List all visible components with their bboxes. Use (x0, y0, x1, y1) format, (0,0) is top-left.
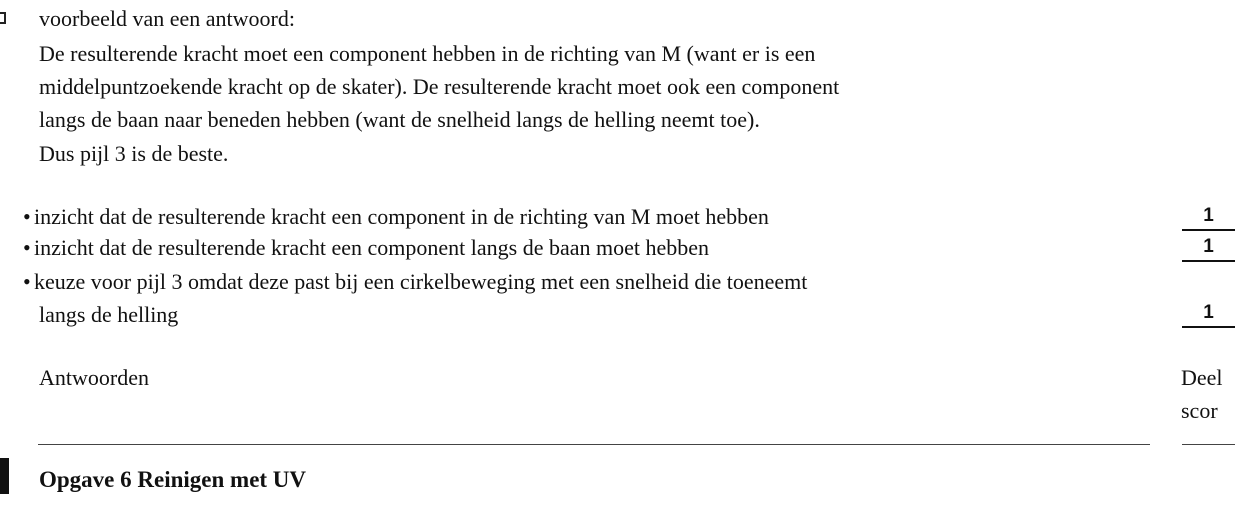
criterion-1-text: inzicht dat de resulterende kracht een component in de richting van M moet hebben (34, 204, 769, 229)
answers-column-label: Antwoorden (39, 365, 149, 390)
answer-line-3: langs de baan naar beneden hebben (want de snelheid langs de helling neemt toe). (39, 107, 760, 132)
criterion-3-text-continued: langs de helling (39, 302, 179, 327)
answer-line-4: Dus pijl 3 is de beste. (39, 141, 229, 166)
criterion-2 (34, 232, 709, 263)
score-rule (1182, 444, 1235, 445)
answer-marker (0, 12, 6, 24)
criterion-2-score: 1 (1182, 236, 1235, 262)
criterion-1-score: 1 (1182, 205, 1235, 231)
criterion-2-text: inzicht dat de resulterende kracht een component langs de baan moet hebben (34, 235, 710, 260)
criterion-3-score: 1 (1182, 302, 1235, 328)
answer-line-2: middelpuntzoekende kracht op de skater). De resulterende kracht moet ook een component (39, 74, 840, 99)
criterion-3 (34, 266, 807, 297)
section-marker (0, 458, 9, 494)
section-title: Opgave 6 Reinigen met UV (39, 467, 307, 492)
answer-line-1: De resulterende kracht moet een component hebben in de richting van M (want er is een (39, 41, 816, 66)
answer-heading: voorbeeld van een antwoord: (39, 6, 295, 31)
criterion-3-text: keuze voor pijl 3 omdat deze past bij een cirkelbeweging met een snelheid die toeneemt (34, 269, 808, 294)
score-column-label-2: scor (1181, 398, 1218, 423)
score-column-label-1: Deel (1181, 365, 1223, 390)
answers-rule (38, 444, 1150, 445)
criterion-1 (34, 201, 769, 232)
